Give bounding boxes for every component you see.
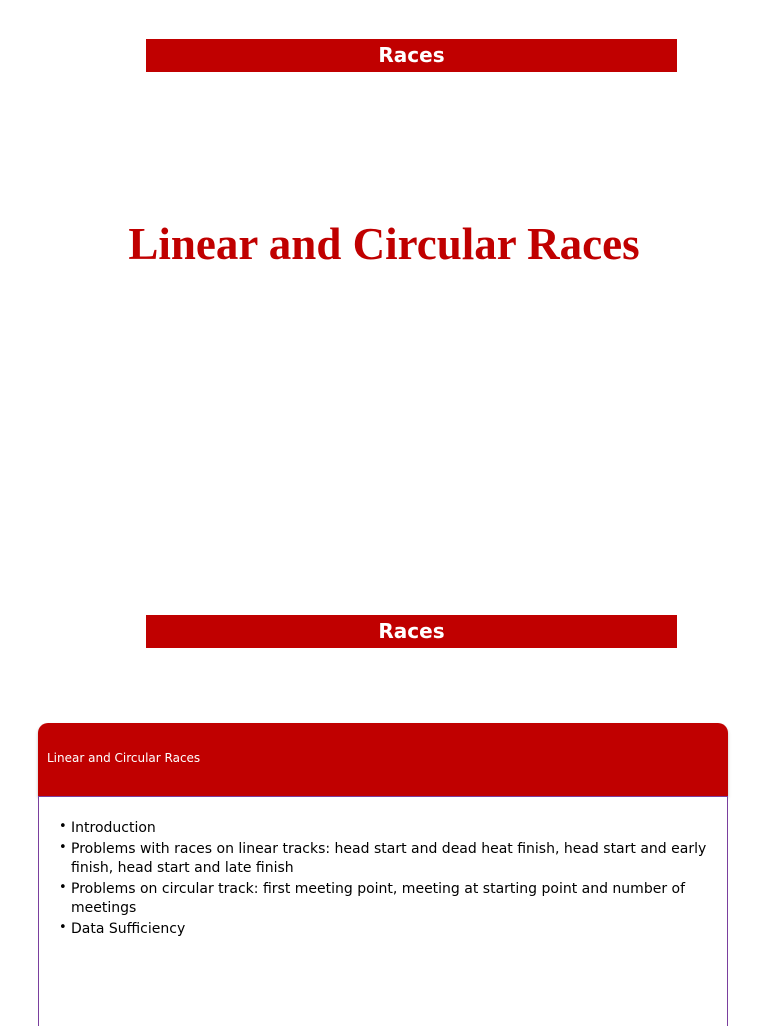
list-item: • Introduction	[59, 819, 707, 838]
agenda-panel-body	[38, 796, 728, 1026]
slide-2	[0, 580, 768, 1024]
slide-title: Linear and Circular Races	[128, 219, 640, 269]
slide-header-bar: Races	[146, 39, 677, 72]
agenda-bullet-list	[39, 797, 727, 939]
list-item: • Problems on circular track: first meeting point, meeting at starting point and number of meetings	[59, 880, 707, 918]
list-item: • Problems with races on linear tracks: head start and dead heat finish, head start and early finish, head start and late finish	[59, 840, 707, 878]
list-item: • Data Sufficiency	[59, 920, 707, 939]
slide-header-bar: Races	[146, 615, 677, 648]
agenda-panel-header	[38, 723, 728, 796]
agenda-panel-title: Linear and Circular Races	[47, 751, 201, 765]
